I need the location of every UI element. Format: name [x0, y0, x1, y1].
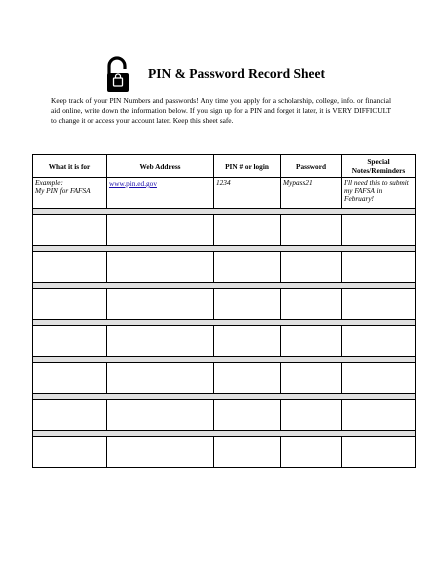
example-row: [33, 178, 416, 209]
entry-pin-cell[interactable]: [214, 400, 281, 431]
example-web-link[interactable]: www.pin.ed.gov: [107, 178, 214, 209]
entry-pin-cell[interactable]: [214, 289, 281, 320]
table-row: [33, 437, 416, 468]
entry-notes-cell[interactable]: [342, 363, 416, 394]
entry-web-cell[interactable]: [107, 252, 214, 283]
example-notes-cell[interactable]: I'll need this to submit my FAFSA in February!: [342, 178, 416, 209]
entry-for-cell[interactable]: [33, 326, 107, 357]
example-pin-cell[interactable]: 1234: [214, 178, 281, 209]
entry-web-cell[interactable]: [107, 437, 214, 468]
entry-password-cell[interactable]: [281, 363, 342, 394]
entry-for-cell[interactable]: [33, 400, 107, 431]
example-for-cell[interactable]: [33, 178, 107, 209]
column-header-notes: Special Notes/Reminders: [342, 155, 416, 178]
entry-pin-cell[interactable]: [214, 215, 281, 246]
table-header-row: [33, 155, 416, 178]
entry-password-cell[interactable]: [281, 215, 342, 246]
entry-notes-cell[interactable]: [342, 326, 416, 357]
table-row: [33, 289, 416, 320]
entry-notes-cell[interactable]: [342, 215, 416, 246]
entry-web-cell[interactable]: [107, 363, 214, 394]
entry-for-cell[interactable]: [33, 289, 107, 320]
entry-pin-cell[interactable]: [214, 363, 281, 394]
column-header-pin: PIN # or login: [214, 155, 281, 178]
table-row: [33, 326, 416, 357]
entry-pin-cell[interactable]: [214, 326, 281, 357]
entry-pin-cell[interactable]: [214, 437, 281, 468]
entry-password-cell[interactable]: [281, 400, 342, 431]
entry-for-cell[interactable]: [33, 363, 107, 394]
example-label: Example:: [35, 178, 63, 187]
page-header: [104, 56, 404, 94]
example-for-text: My PIN for FAFSA: [35, 186, 91, 195]
table-row: [33, 400, 416, 431]
page-title: PIN & Password Record Sheet: [148, 66, 325, 81]
entry-notes-cell[interactable]: [342, 400, 416, 431]
intro-text: Keep track of your PIN Numbers and passwords! Any time you apply for a scholarship, college, info. or financial aid online, write down the information below. If you sign up for a PIN and forget it later, it is VERY DIFFICULT to change it or access your account later. Keep this sheet safe.: [51, 96, 391, 125]
entry-notes-cell[interactable]: [342, 289, 416, 320]
entry-password-cell[interactable]: [281, 289, 342, 320]
table-row: [33, 252, 416, 283]
entry-for-cell[interactable]: [33, 215, 107, 246]
entry-web-cell[interactable]: [107, 215, 214, 246]
entry-for-cell[interactable]: [33, 252, 107, 283]
entry-password-cell[interactable]: [281, 326, 342, 357]
lock-icon: [104, 56, 134, 94]
entry-web-cell[interactable]: [107, 400, 214, 431]
entry-for-cell[interactable]: [33, 437, 107, 468]
column-header-what: What it is for: [33, 155, 107, 178]
table-row: [33, 363, 416, 394]
entry-notes-cell[interactable]: [342, 252, 416, 283]
record-table: [32, 154, 416, 468]
entry-notes-cell[interactable]: [342, 437, 416, 468]
example-password-cell[interactable]: Mypass21: [281, 178, 342, 209]
column-header-password: Password: [281, 155, 342, 178]
intro-paragraph: [51, 96, 391, 126]
entry-web-cell[interactable]: [107, 289, 214, 320]
column-header-web: Web Address: [107, 155, 214, 178]
entry-web-cell[interactable]: [107, 326, 214, 357]
entry-pin-cell[interactable]: [214, 252, 281, 283]
entry-password-cell[interactable]: [281, 437, 342, 468]
entry-password-cell[interactable]: [281, 252, 342, 283]
table-row: [33, 215, 416, 246]
